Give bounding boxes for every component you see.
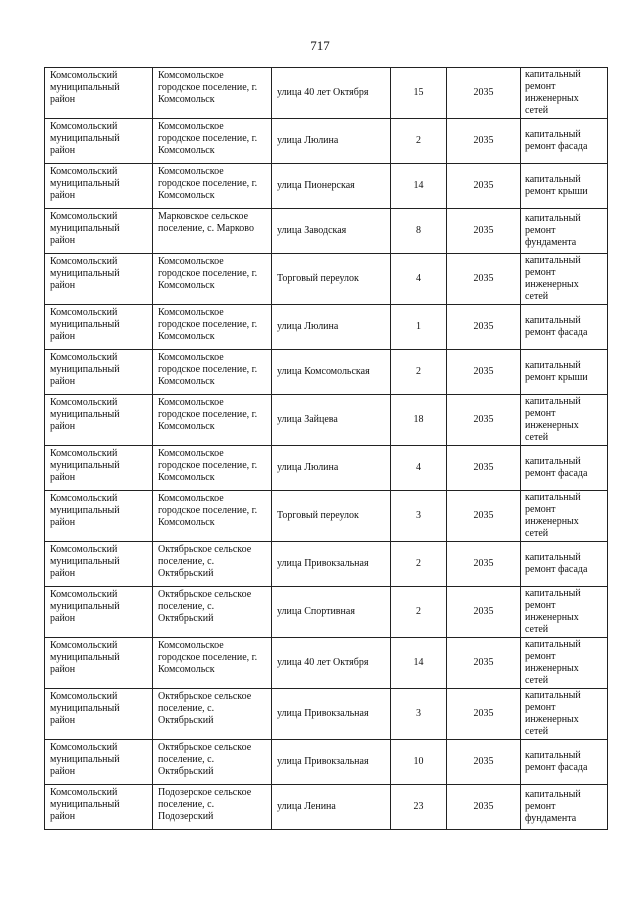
street-cell: Торговый переулок (272, 254, 391, 305)
work-type-cell: капитальный ремонт инженерных сетей (521, 491, 608, 542)
table-row (45, 638, 608, 689)
street-cell: Торговый переулок (272, 491, 391, 542)
street-cell: улица Комсомольская (272, 350, 391, 395)
table-row (45, 305, 608, 350)
settlement-cell: Комсомольское городское поселение, г. Комсомольск (153, 305, 272, 350)
house-number-cell: 3 (391, 689, 447, 740)
table-row (45, 587, 608, 638)
street-cell: улица 40 лет Октября (272, 638, 391, 689)
settlement-cell: Марковское сельское поселение, с. Марково (153, 209, 272, 254)
house-number-cell: 2 (391, 587, 447, 638)
street-cell: улица Привокзальная (272, 542, 391, 587)
work-type-cell: капитальный ремонт инженерных сетей (521, 68, 608, 119)
settlement-cell: Октябрьское сельское поселение, с. Октябрьский (153, 689, 272, 740)
year-cell: 2035 (447, 395, 521, 446)
year-cell: 2035 (447, 446, 521, 491)
work-type-cell: капитальный ремонт крыши (521, 164, 608, 209)
year-cell: 2035 (447, 350, 521, 395)
table-row (45, 119, 608, 164)
table-row (45, 254, 608, 305)
street-cell: улица Ленина (272, 785, 391, 830)
house-number-cell: 1 (391, 305, 447, 350)
table-row (45, 740, 608, 785)
district-cell: Комсомольский муниципальный район (45, 395, 153, 446)
year-cell: 2035 (447, 785, 521, 830)
year-cell: 2035 (447, 740, 521, 785)
house-number-cell: 3 (391, 491, 447, 542)
house-number-cell: 14 (391, 164, 447, 209)
district-cell: Комсомольский муниципальный район (45, 785, 153, 830)
work-type-cell: капитальный ремонт фундамента (521, 785, 608, 830)
table-row (45, 164, 608, 209)
district-cell: Комсомольский муниципальный район (45, 305, 153, 350)
year-cell: 2035 (447, 68, 521, 119)
house-number-cell: 2 (391, 119, 447, 164)
year-cell: 2035 (447, 638, 521, 689)
table-row (45, 542, 608, 587)
street-cell: улица Спортивная (272, 587, 391, 638)
house-number-cell: 23 (391, 785, 447, 830)
house-number-cell: 8 (391, 209, 447, 254)
settlement-cell: Комсомольское городское поселение, г. Комсомольск (153, 395, 272, 446)
work-type-cell: капитальный ремонт инженерных сетей (521, 395, 608, 446)
year-cell: 2035 (447, 587, 521, 638)
house-number-cell: 4 (391, 446, 447, 491)
work-type-cell: капитальный ремонт фасада (521, 305, 608, 350)
street-cell: улица Люлина (272, 119, 391, 164)
year-cell: 2035 (447, 689, 521, 740)
repair-schedule-table (44, 67, 608, 830)
work-type-cell: капитальный ремонт фасада (521, 119, 608, 164)
table-row (45, 395, 608, 446)
district-cell: Комсомольский муниципальный район (45, 68, 153, 119)
settlement-cell: Октябрьское сельское поселение, с. Октябрьский (153, 542, 272, 587)
work-type-cell: капитальный ремонт фундамента (521, 209, 608, 254)
settlement-cell: Октябрьское сельское поселение, с. Октябрьский (153, 587, 272, 638)
settlement-cell: Комсомольское городское поселение, г. Комсомольск (153, 446, 272, 491)
table-row (45, 785, 608, 830)
year-cell: 2035 (447, 542, 521, 587)
district-cell: Комсомольский муниципальный район (45, 119, 153, 164)
district-cell: Комсомольский муниципальный район (45, 164, 153, 209)
year-cell: 2035 (447, 164, 521, 209)
house-number-cell: 14 (391, 638, 447, 689)
district-cell: Комсомольский муниципальный район (45, 689, 153, 740)
street-cell: улица Привокзальная (272, 740, 391, 785)
year-cell: 2035 (447, 209, 521, 254)
work-type-cell: капитальный ремонт инженерных сетей (521, 638, 608, 689)
work-type-cell: капитальный ремонт инженерных сетей (521, 689, 608, 740)
table-row (45, 491, 608, 542)
house-number-cell: 2 (391, 350, 447, 395)
table-row (45, 350, 608, 395)
district-cell: Комсомольский муниципальный район (45, 740, 153, 785)
year-cell: 2035 (447, 119, 521, 164)
house-number-cell: 10 (391, 740, 447, 785)
settlement-cell: Комсомольское городское поселение, г. Комсомольск (153, 68, 272, 119)
table-row (45, 689, 608, 740)
settlement-cell: Комсомольское городское поселение, г. Комсомольск (153, 491, 272, 542)
settlement-cell: Комсомольское городское поселение, г. Комсомольск (153, 350, 272, 395)
work-type-cell: капитальный ремонт фасада (521, 542, 608, 587)
street-cell: улица Люлина (272, 446, 391, 491)
street-cell: улица Пионерская (272, 164, 391, 209)
settlement-cell: Октябрьское сельское поселение, с. Октябрьский (153, 740, 272, 785)
settlement-cell: Подозерское сельское поселение, с. Подозерский (153, 785, 272, 830)
work-type-cell: капитальный ремонт фасада (521, 446, 608, 491)
district-cell: Комсомольский муниципальный район (45, 542, 153, 587)
district-cell: Комсомольский муниципальный район (45, 491, 153, 542)
district-cell: Комсомольский муниципальный район (45, 254, 153, 305)
work-type-cell: капитальный ремонт крыши (521, 350, 608, 395)
house-number-cell: 2 (391, 542, 447, 587)
street-cell: улица Люлина (272, 305, 391, 350)
district-cell: Комсомольский муниципальный район (45, 446, 153, 491)
table-row (45, 209, 608, 254)
year-cell: 2035 (447, 254, 521, 305)
district-cell: Комсомольский муниципальный район (45, 587, 153, 638)
street-cell: улица Заводская (272, 209, 391, 254)
street-cell: улица Зайцева (272, 395, 391, 446)
work-type-cell: капитальный ремонт инженерных сетей (521, 587, 608, 638)
settlement-cell: Комсомольское городское поселение, г. Комсомольск (153, 638, 272, 689)
street-cell: улица 40 лет Октября (272, 68, 391, 119)
street-cell: улица Привокзальная (272, 689, 391, 740)
page-number: 717 (310, 38, 330, 53)
year-cell: 2035 (447, 491, 521, 542)
house-number-cell: 15 (391, 68, 447, 119)
table-row (45, 446, 608, 491)
work-type-cell: капитальный ремонт инженерных сетей (521, 254, 608, 305)
settlement-cell: Комсомольское городское поселение, г. Комсомольск (153, 164, 272, 209)
house-number-cell: 18 (391, 395, 447, 446)
district-cell: Комсомольский муниципальный район (45, 350, 153, 395)
year-cell: 2035 (447, 305, 521, 350)
settlement-cell: Комсомольское городское поселение, г. Комсомольск (153, 119, 272, 164)
house-number-cell: 4 (391, 254, 447, 305)
district-cell: Комсомольский муниципальный район (45, 209, 153, 254)
district-cell: Комсомольский муниципальный район (45, 638, 153, 689)
table-row (45, 68, 608, 119)
settlement-cell: Комсомольское городское поселение, г. Комсомольск (153, 254, 272, 305)
work-type-cell: капитальный ремонт фасада (521, 740, 608, 785)
